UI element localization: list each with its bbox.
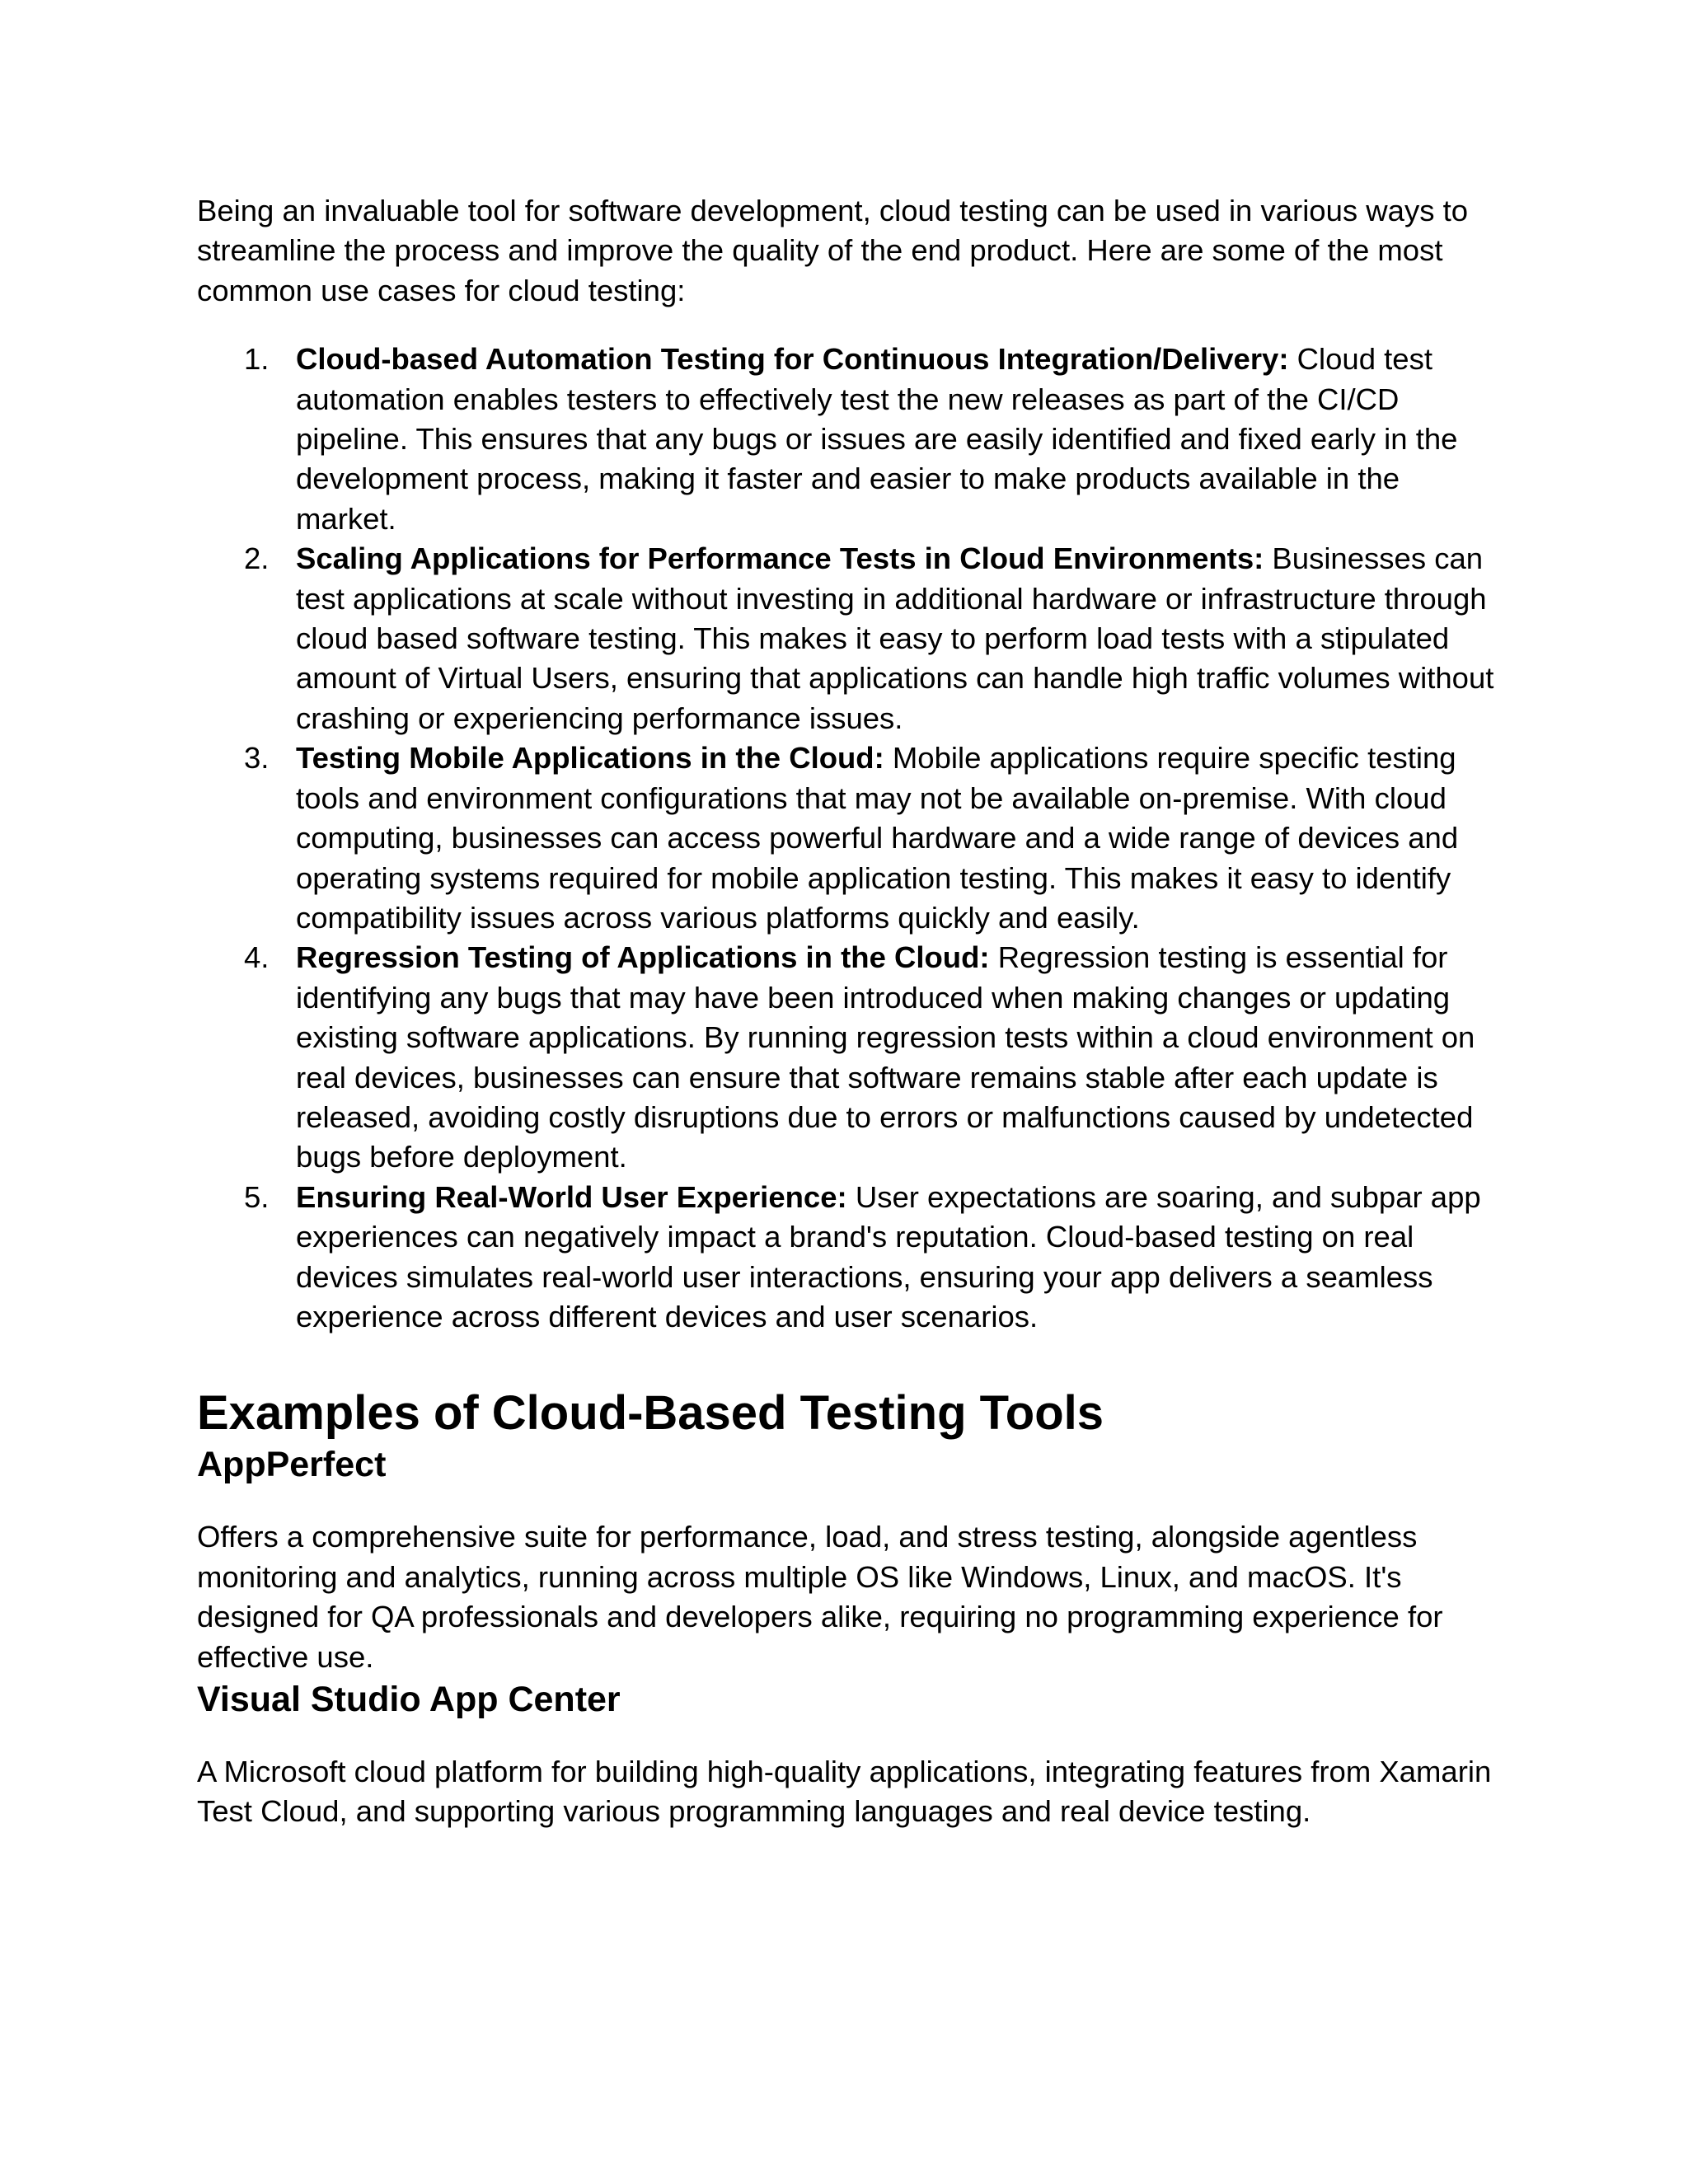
use-cases-list [197, 340, 1499, 1337]
list-item [197, 340, 1499, 539]
list-item-number: 2. [244, 541, 270, 576]
list-item-text: User expectations are soaring, and subpar app experiences can negatively impact a brand's reputation. Cloud-based testing on real devices simulates real-world user interactions, ensuring your app delivers a seamless experience across different devices and user scenarios. [296, 1179, 1481, 1333]
list-item-text: Regression testing is essential for identifying any bugs that may have been introduced when making changes or updating existing software applications. By running regression tests within a cloud environment on real devices, businesses can ensure that software remains stable after each update is released, avoiding costly disruptions due to errors or malfunctions caused by undetected bugs before deployment. [296, 940, 1475, 1174]
list-item-title: Cloud-based Automation Testing for Continuous Integration/Delivery: [296, 342, 1289, 377]
list-item [197, 539, 1499, 738]
list-item-number: 5. [244, 1179, 270, 1214]
list-item-title: Ensuring Real-World User Experience: [296, 1179, 847, 1214]
tool-heading-visual-studio-app-center: Visual Studio App Center [197, 1680, 621, 1719]
list-item-title: Testing Mobile Applications in the Cloud: [296, 741, 884, 776]
list-item [197, 1178, 1499, 1338]
list-item-title: Regression Testing of Applications in the Cloud: [296, 940, 990, 975]
list-item-number: 1. [244, 342, 270, 377]
list-item-text: Mobile applications require specific testing tools and environment configurations that may not be available on-premise. With cloud computing, businesses can access powerful hardware and a wide range of devices and operating systems required for mobile application testing. This makes it easy to identify compatibility issues across various platforms quickly and easily. [296, 741, 1459, 935]
section-heading: Examples of Cloud-Based Testing Tools [197, 1386, 1104, 1441]
list-item-number: 4. [244, 940, 270, 975]
list-item-number: 3. [244, 741, 270, 776]
list-item-title: Scaling Applications for Performance Tests in Cloud Environments: [296, 541, 1264, 576]
tool-description-appperfect: Offers a comprehensive suite for performance, load, and stress testing, alongside agentless monitoring and analytics, running across multiple OS like Windows, Linux, and macOS. It's designed for QA professionals and developers alike, requiring no programming experience for effective use. [197, 1520, 1443, 1674]
list-item [197, 738, 1499, 938]
tool-heading-appperfect: AppPerfect [197, 1445, 387, 1485]
list-item-text: Cloud test automation enables testers to effectively test the new releases as part of the CI/CD pipeline. This ensures that any bugs or issues are easily identified and fixed early in the development process, making it faster and easier to make products available in the market. [296, 342, 1458, 536]
list-item [197, 938, 1499, 1177]
document-page [197, 191, 1499, 1832]
list-item-text: Businesses can test applications at scale without investing in additional hardware or infrastructure through cloud based software testing. This makes it easy to perform load tests with a stipulated amount of Virtual Users, ensuring that applications can handle high traffic volumes without crashing or experiencing performance issues. [296, 541, 1494, 735]
intro-paragraph: Being an invaluable tool for software development, cloud testing can be used in various ways to streamline the process and improve the quality of the end product. Here are some of the most common use cases for cloud testing: [197, 194, 1469, 307]
tool-description-visual-studio-app-center: A Microsoft cloud platform for building high-quality applications, integrating features from Xamarin Test Cloud, and supporting various programming languages and real device testing. [197, 1755, 1492, 1829]
